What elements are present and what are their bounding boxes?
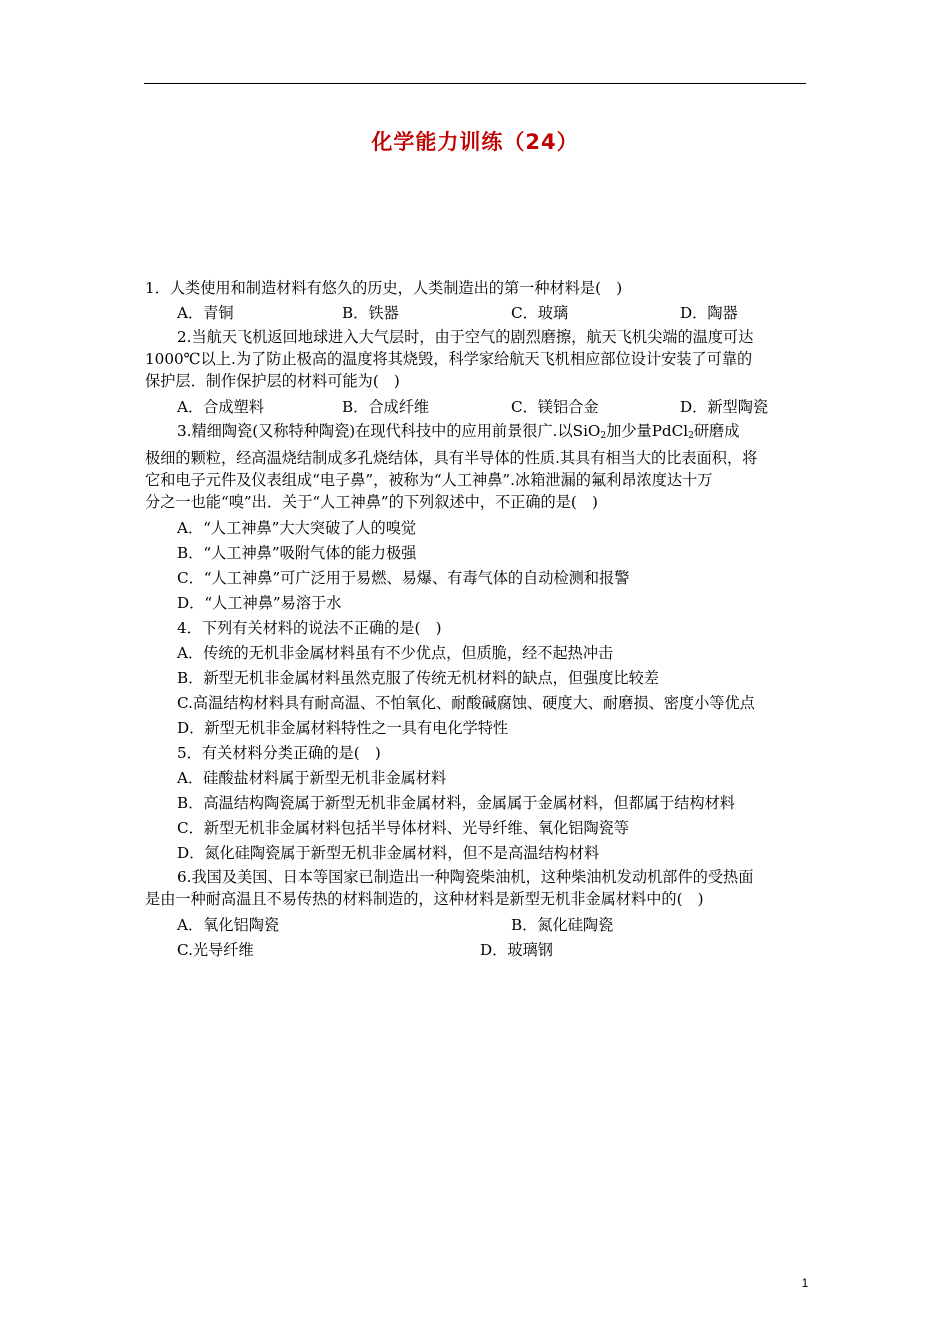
header-rule xyxy=(144,83,806,84)
q5-option-d: D．氮化硅陶瓷属于新型无机非金属材料，但不是高温结构材料 xyxy=(177,844,600,862)
q3-option-d: D．“人工神鼻”易溶于水 xyxy=(177,594,342,612)
q6-options-row1 xyxy=(145,913,807,938)
q5-option-a: A．硅酸盐材料属于新型无机非金属材料 xyxy=(177,769,447,787)
q2-options xyxy=(145,395,807,420)
q3-stem: 3.精细陶瓷(又称特种陶瓷)在现代科技中的应用前景很广.以SiO$_2$加少量PdCl$_2$研磨成 极细的颗粒，经高温烧结制成多孔烧结体，具有半导体的性质.其具有相当大的比表面积，将 它和电子元件及仪表组成“电子鼻”，被称为“人工神鼻”.冰箱泄漏的氟利昂浓度达十万 分之一也能“嗅”出．关于“人工神鼻”的下列叙述中，不正确的是( ) xyxy=(145,422,758,511)
question-list xyxy=(145,276,807,963)
q2-option-a: A．合成塑料 xyxy=(177,398,264,416)
q4-option-b: B．新型无机非金属材料虽然克服了传统无机材料的缺点，但强度比较差 xyxy=(177,669,659,687)
q1-option-b: B．铁器 xyxy=(342,304,399,322)
q1-option-c: C．玻璃 xyxy=(511,304,569,322)
q6-option-d: D．玻璃钢 xyxy=(480,941,553,959)
q4-option-a: A．传统的无机非金属材料虽有不少优点，但质脆，经不起热冲击 xyxy=(177,644,614,662)
q5-stem: 5．有关材料分类正确的是( ) xyxy=(177,744,381,762)
q6-option-a: A．氧化铝陶瓷 xyxy=(177,916,280,934)
q2-option-d: D．新型陶瓷 xyxy=(680,398,769,416)
q3-option-b: B．“人工神鼻”吸附气体的能力极强 xyxy=(177,544,417,562)
q1-option-a: A．青铜 xyxy=(177,304,234,322)
q6-option-b: B．氮化硅陶瓷 xyxy=(511,916,614,934)
q5-option-b: B．高温结构陶瓷属于新型无机非金属材料，金属属于金属材料，但都属于结构材料 xyxy=(177,794,735,812)
q1-stem: 1．人类使用和制造材料有悠久的历史，人类制造出的第一种材料是( ) xyxy=(145,279,623,297)
q1-options xyxy=(145,301,807,326)
q3-option-c: C．“人工神鼻”可广泛用于易燃、易爆、有毒气体的自动检测和报警 xyxy=(177,569,630,587)
q4-option-c: C.高温结构材料具有耐高温、不怕氧化、耐酸碱腐蚀、硬度大、耐磨损、密度小等优点 xyxy=(177,694,755,712)
q1-option-d: D．陶器 xyxy=(680,304,738,322)
q2-option-b: B．合成纤维 xyxy=(342,398,430,416)
q2-stem: 2.当航天飞机返回地球进入大气层时，由于空气的剧烈磨擦，航天飞机尖端的温度可达 1000℃以上.为了防止极高的温度将其烧毁，科学家给航天飞机相应部位设计安装了可靠的 保护层．制作保护层的材料可能为( ) xyxy=(145,328,754,390)
q6-options-row2 xyxy=(145,938,807,963)
q5-option-c: C．新型无机非金属材料包括半导体材料、光导纤维、氧化铝陶瓷等 xyxy=(177,819,630,837)
q2-option-c: C．镁铝合金 xyxy=(511,398,599,416)
q3-option-a: A．“人工神鼻”大大突破了人的嗅觉 xyxy=(177,519,417,537)
q6-option-c: C.光导纤维 xyxy=(177,941,254,959)
q6-stem: 6.我国及美国、日本等国家已制造出一种陶瓷柴油机，这种柴油机发动机部件的受热面 是由一种耐高温且不易传热的材料制造的，这种材料是新型无机非金属材料中的( ) xyxy=(145,868,754,908)
page-number: 1 xyxy=(801,1276,809,1290)
q4-option-d: D．新型无机非金属材料特性之一具有电化学特性 xyxy=(177,719,509,737)
page-title: 化学能力训练（24） xyxy=(371,130,579,154)
q4-stem: 4．下列有关材料的说法不正确的是( ) xyxy=(177,619,442,637)
